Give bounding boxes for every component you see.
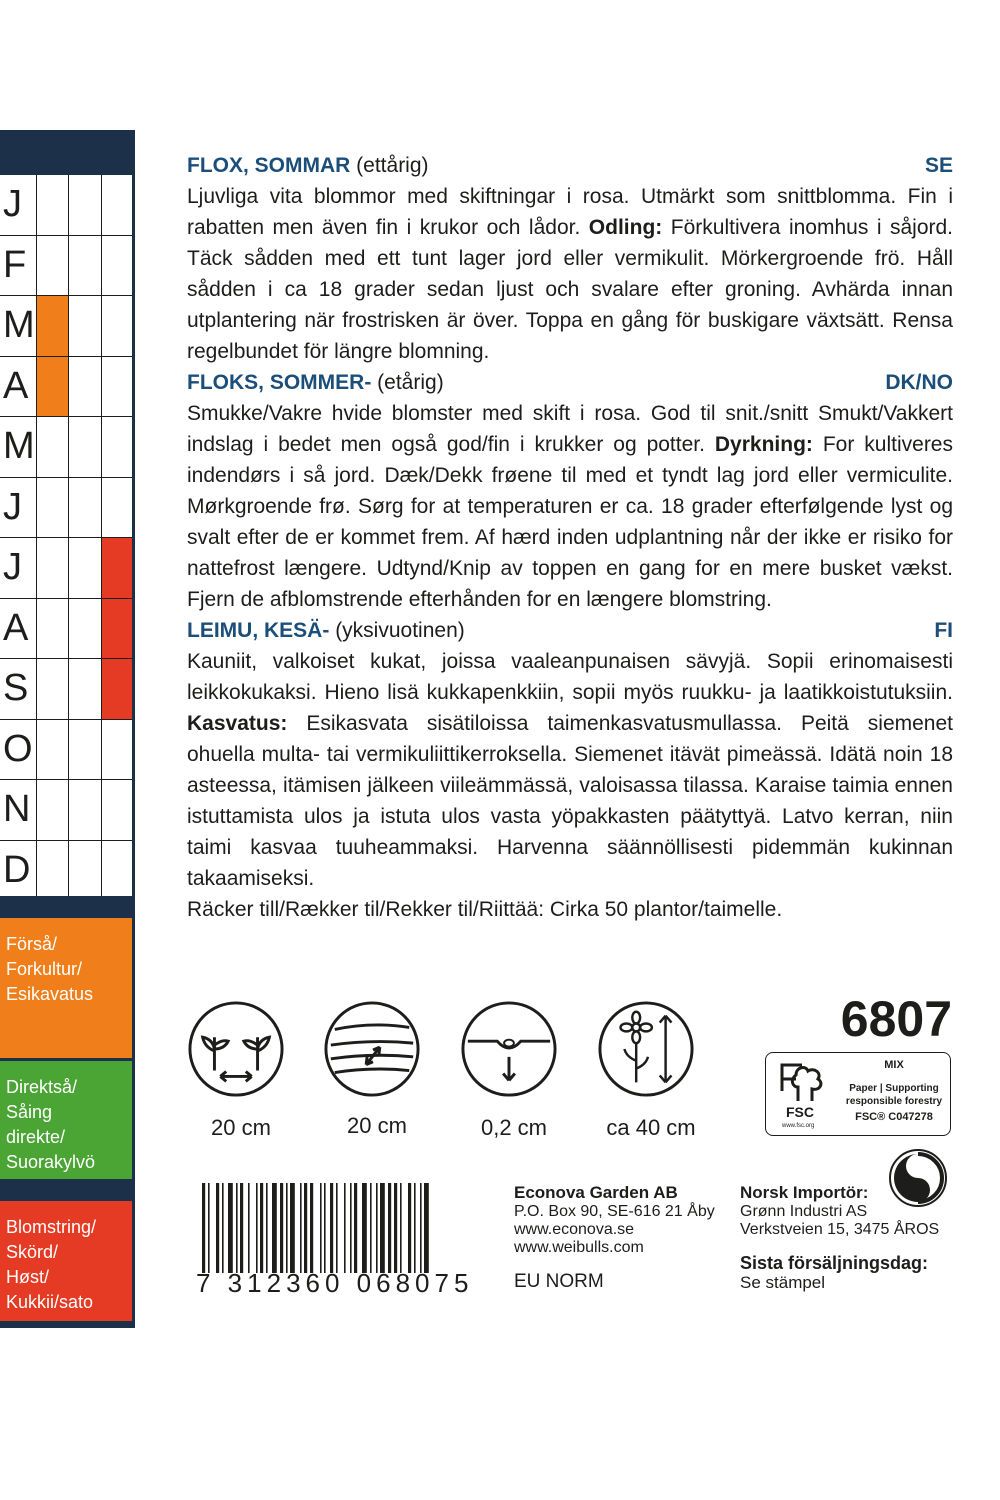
calendar-cell (101, 841, 135, 901)
calendar-cell (101, 296, 135, 356)
importer-address: Verkstveien 15, 3475 ÅROS (740, 1221, 940, 1238)
sowing-depth-label: 0,2 cm (480, 1115, 548, 1140)
calendar-cell (101, 599, 135, 659)
last-sale-info (740, 1254, 928, 1293)
month-letter: S (3, 667, 29, 709)
calendar-cell (101, 175, 135, 235)
calendar-cell (101, 357, 135, 417)
calendar-cell (68, 720, 100, 780)
text-fi: Kauniit, valkoiset kukat, joissa vaaleanpunaisen sävyjä. Sopii erinomaisesti leikkokukaksi. Hieno lisä kukkapenkkiin, sopii myös ruukku- ja laatikkoistutuksiin. Kasvatus: Esikasvata sisätiloissa taimenkasvatusmullassa. Peitä siemenet ohuella multa- tai vermikuliittikerroksella. Siemenet itävät pimeässä. Idätä noin 18 asteessa, itämisen jälkeen viileämmässä, valoisassa tilassa. Karaise taimia ennen istuttamista ulos ja istuta ulos vasta yöpakkasten päätyttyä. Latvo kerran, niin taimi kasvaa tuuheammaksi. Harvenna säännöllisesti pidemmän kukinnan takaamiseksi. (187, 650, 953, 890)
lang-code-se: SE (924, 154, 953, 177)
subtitle-fi: (yksivuotinen) (335, 619, 465, 642)
barcode-bar (330, 1183, 333, 1273)
barcode-bar (370, 1183, 372, 1273)
svg-text:www.fsc.org: www.fsc.org (782, 1123, 815, 1129)
title-dk: FLOKS, SOMMER- (187, 371, 372, 394)
svg-text:FSC: FSC (786, 1104, 814, 1120)
month-letter: N (3, 788, 31, 830)
company-web-1: www.econova.se (514, 1221, 635, 1238)
section-heading-se (187, 150, 953, 181)
month-letter: A (3, 606, 29, 649)
row-spacing-icon (323, 1000, 421, 1098)
fsc-line1: Paper | Supporting (849, 1083, 939, 1094)
month-letter: O (3, 727, 33, 770)
barcode-bar (216, 1183, 219, 1273)
plant-spacing-label: 20 cm (211, 1115, 271, 1140)
section-heading-fi (187, 615, 953, 646)
last-sale-value: Se stämpel (740, 1273, 826, 1292)
barcode-bar (266, 1183, 268, 1273)
barcode-bar (324, 1183, 326, 1273)
barcode-bar (414, 1183, 416, 1273)
calendar-right-border (132, 130, 135, 1328)
row-spacing-label: 20 cm (347, 1113, 407, 1138)
text-se: Ljuvliga vita blommor med skiftningar i rosa. Utmärkt som snittblomma. Fin i rabatten men även fin i krukor och lådor. Odling: Förkultivera inomhus i såjord. Täck sådden med ett tunt lager jord eller vermikulit. Mörkergroende frö. Håll sådden i ca 18 grader sedan ljust och svalare efter groning. Avhärda innan utplantering när frostrisken är över. Toppa en gång för buskigare växtsätt. Rensa regelbundet för längre blomning. (187, 185, 954, 363)
month-letter: M (3, 304, 35, 346)
barcode-bar (280, 1183, 283, 1273)
calendar-cell (36, 417, 68, 477)
barcode-bar (354, 1183, 357, 1273)
calendar-cell (101, 659, 135, 719)
calendar-cell (68, 236, 100, 296)
barcode-bar (380, 1183, 385, 1273)
month-letter: J (3, 485, 22, 528)
calendar-month-row (0, 236, 135, 297)
calendar-cell (68, 659, 100, 719)
subtitle-se: (ettårig) (356, 154, 429, 177)
calendar-cell (68, 478, 100, 538)
calendar-month-row (0, 357, 135, 418)
legend-divider (0, 896, 135, 918)
lang-code-fi: FI (934, 619, 953, 642)
plant-height-label: ca 40 cm (606, 1115, 696, 1140)
barcode-bar (240, 1183, 243, 1273)
barcode-bar (236, 1183, 238, 1273)
legend-bloom: Blomstring/ Skörd/ Høst/ Kukkii/sato (0, 1201, 132, 1321)
sowing-calendar (0, 130, 135, 1328)
barcode-bar (300, 1183, 302, 1273)
plant-height-icon (597, 1000, 695, 1098)
barcode-bar (408, 1183, 411, 1273)
calendar-cell (36, 236, 68, 296)
calendar-month-row (0, 175, 135, 236)
calendar-cell (36, 478, 68, 538)
eu-norm: EU NORM (514, 1271, 604, 1292)
calendar-month-row (0, 417, 135, 478)
barcode-bar (336, 1183, 338, 1273)
barcode-bar (260, 1183, 263, 1273)
calendar-cell (68, 357, 100, 417)
calendar-cell (68, 780, 100, 840)
description-text (187, 150, 953, 925)
calendar-cell (68, 417, 100, 477)
barcode-number: 7 312360 068075 (196, 1268, 474, 1298)
calendar-month-row (0, 841, 135, 902)
calendar-cell (36, 780, 68, 840)
calendar-month-row (0, 659, 135, 720)
calendar-cell (36, 296, 68, 356)
barcode-bar (256, 1183, 258, 1273)
calendar-cell (36, 175, 68, 235)
calendar-month-row (0, 780, 135, 841)
calendar-cell (101, 780, 135, 840)
month-letter: M (3, 425, 35, 467)
calendar-cell (68, 538, 100, 598)
title-fi: LEIMU, KESÄ- (187, 619, 330, 642)
barcode-bar (272, 1183, 277, 1273)
barcode-bar (424, 1183, 429, 1273)
calendar-cell (36, 357, 68, 417)
barcode-bar (304, 1183, 307, 1273)
fsc-mix: MIX (884, 1059, 904, 1071)
barcode-bar (286, 1183, 288, 1273)
calendar-cell (68, 841, 100, 901)
barcode-bar (394, 1183, 397, 1273)
barcode-bar (344, 1183, 346, 1273)
title-se: FLOX, SOMMAR (187, 154, 351, 177)
calendar-cell (36, 599, 68, 659)
calendar-cell (36, 841, 68, 901)
calendar-cell (101, 720, 135, 780)
importer-heading: Norsk Importör: (740, 1183, 869, 1202)
calendar-month-row (0, 720, 135, 781)
legend-direct-sow: Direktså/ Såing direkte/ Suorakylvö (0, 1061, 132, 1179)
last-sale-heading: Sista försäljningsdag: (740, 1253, 929, 1273)
legend-bottom-bar (0, 1321, 135, 1328)
barcode-bar (310, 1183, 313, 1273)
barcode-bar (376, 1183, 378, 1273)
fsc-code: FSC® C047278 (855, 1111, 933, 1123)
company-web-2: www.weibulls.com (514, 1239, 644, 1256)
fsc-tree-icon (772, 1057, 838, 1131)
calendar-cell (101, 538, 135, 598)
calendar-grid (0, 175, 135, 901)
fsc-line2: responsible forestry (845, 1096, 943, 1107)
calendar-cell (68, 599, 100, 659)
barcode-bar (208, 1183, 210, 1273)
barcode-bar (228, 1183, 233, 1273)
month-letter: A (3, 364, 29, 407)
calendar-header-bar (0, 130, 135, 175)
fsc-label (765, 1052, 951, 1136)
company-name: Econova Garden AB (514, 1183, 678, 1202)
calendar-cell (101, 236, 135, 296)
calendar-cell (36, 659, 68, 719)
calendar-month-row (0, 538, 135, 599)
importer-name: Grønn Industri AS (740, 1203, 868, 1220)
barcode-bar (248, 1183, 250, 1273)
section-heading-dk (187, 367, 953, 398)
company-address: P.O. Box 90, SE-616 21 Åby (514, 1203, 715, 1220)
barcode-bar (222, 1183, 224, 1273)
calendar-cell (101, 417, 135, 477)
legend-sow: Förså/ Forkultur/ Esikavatus (0, 918, 132, 1058)
calendar-cell (36, 538, 68, 598)
calendar-cell (101, 478, 135, 538)
barcode-bar (362, 1183, 367, 1273)
barcode-bar (320, 1183, 322, 1273)
company-info (514, 1184, 715, 1257)
barcode-bar (290, 1183, 295, 1273)
calendar-cell (68, 296, 100, 356)
barcode-bar (350, 1183, 352, 1273)
month-letter: J (3, 183, 22, 225)
subtitle-dk: (etårig) (377, 371, 444, 394)
month-letter: D (3, 848, 31, 891)
barcode-bar (400, 1183, 402, 1273)
calendar-cell (36, 720, 68, 780)
text-dk: Smukke/Vakre hvide blomster med skift i rosa. God til snit./snitt Smukt/Vakkert indslag i bedet men også god/fin i krukker og potter. Dyrkning: For kultiveres indendørs i så jord. Dæk/Dekk frøene til med et tyndt lag jord eller vermiculite. Mørkgroende frø. Sørg for at temperaturen er ca. 18 grader efterfølgende lyst og svalt efter de er kommet frem. Af hærd inden udplantning når der ikke er risiko for nattefrost længere. Udtynd/Knip av toppen en gang for en mere busket vækst. Fjern de afblomstrende efterhånden for en længere blomstring. (187, 402, 953, 611)
green-dot-recycle-icon (888, 1148, 948, 1208)
legend-divider (0, 1179, 135, 1201)
calendar-month-row (0, 478, 135, 539)
product-number: 6807 (840, 991, 952, 1047)
plant-spacing-icon (187, 1000, 285, 1098)
barcode-bar (202, 1183, 205, 1273)
barcode-bar (388, 1183, 391, 1273)
calendar-month-row (0, 599, 135, 660)
barcode-bar (420, 1183, 422, 1273)
calendar-month-row (0, 296, 135, 357)
yield-text: Räcker till/Rækker til/Rekker til/Riittää: Cirka 50 plantor/taimelle. (187, 898, 783, 921)
month-letter: J (3, 546, 22, 588)
lang-code-dk: DK/NO (885, 371, 953, 394)
calendar-cell (68, 175, 100, 235)
month-letter: F (3, 243, 27, 286)
sowing-depth-icon (460, 1000, 558, 1098)
